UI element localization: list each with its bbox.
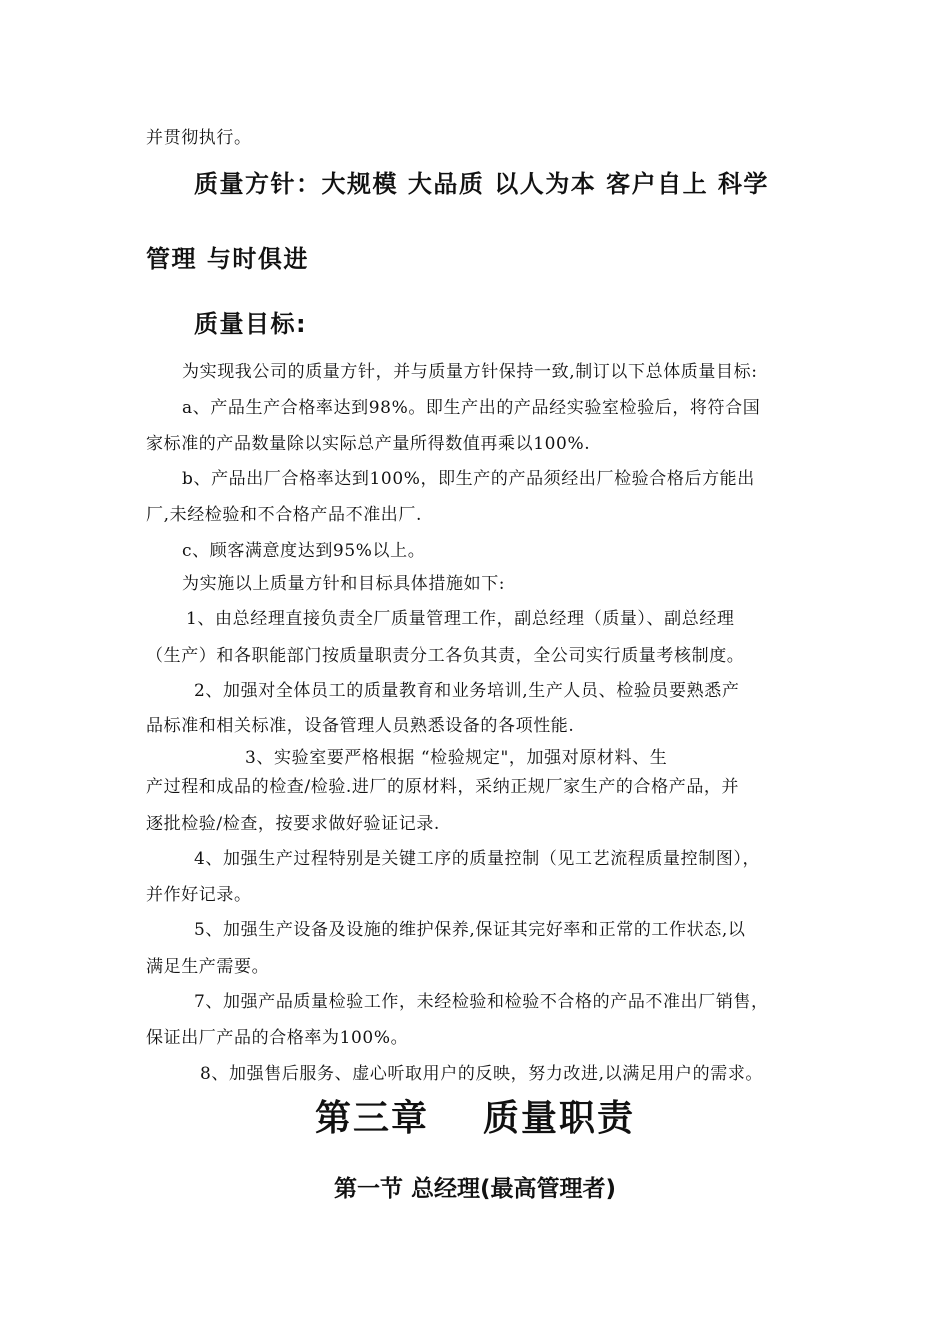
measure-4-line-2: 并作好记录。 <box>146 885 252 905</box>
goal-a-line-2: 家标准的产品数量除以实际总产量所得数值再乘以100%. <box>146 434 591 454</box>
measure-2-line-1: 2、加强对全体员工的质量教育和业务培训,生产人员、检验员要熟悉产 <box>194 681 740 701</box>
measure-1-line-2: （生产）和各职能部门按质量职责分工各负其责，全公司实行质量考核制度。 <box>146 646 745 666</box>
goal-c-line: c、顾客满意度达到95%以上。 <box>182 541 426 561</box>
goal-a-line-1: a、产品生产合格率达到98%。即生产出的产品经实验室检验后，将符合国 <box>182 398 761 418</box>
measure-1-line-1: 1、由总经理直接负责全厂质量管理工作，副总经理（质量）、副总经理 <box>186 609 735 629</box>
section-heading: 第一节 总经理(最高管理者) <box>333 1176 617 1202</box>
chapter-title: 质量职责 <box>483 1098 636 1139</box>
goal-intro: 为实现我公司的质量方针，并与质量方针保持一致,制订以下总体质量目标: <box>182 362 758 382</box>
measure-8-line: 8、加强售后服务、虚心听取用户的反映，努力改进,以满足用户的需求。 <box>200 1064 764 1084</box>
chapter-heading <box>0 1096 950 1142</box>
chapter-number: 第三章 <box>314 1098 429 1139</box>
measure-3-line-1: 3、实验室要严格根据 “检验规定"，加强对原材料、生 <box>245 748 668 768</box>
goal-b-line-2: 厂,未经检验和不合格产品不准出厂. <box>146 505 423 525</box>
measure-4-line-1: 4、加强生产过程特别是关键工序的质量控制（见工艺流程质量控制图）， <box>194 849 761 869</box>
measure-5-line-2: 满足生产需要。 <box>146 957 270 977</box>
measure-7-line-2: 保证出厂产品的合格率为100%。 <box>146 1028 409 1048</box>
quality-goal-heading: 质量目标: <box>194 310 308 338</box>
measure-5-line-1: 5、加强生产设备及设施的维护保养,保证其完好率和正常的工作状态,以 <box>194 920 746 940</box>
measures-intro: 为实施以上质量方针和目标具体措施如下: <box>182 574 506 594</box>
text-line: 并贯彻执行。 <box>146 128 252 148</box>
measure-7-line-1: 7、加强产品质量检验工作，未经检验和检验不合格的产品不准出厂销售， <box>194 992 769 1012</box>
goal-b-line-1: b、产品出厂合格率达到100%，即生产的产品须经出厂检验合格后方能出 <box>182 469 755 489</box>
measure-3-line-3: 逐批检验/检查，按要求做好验证记录. <box>146 814 440 834</box>
quality-policy-line: 质量方针：大规模 大品质 以人为本 客户自上 科学 <box>194 170 769 198</box>
measure-3-line-2: 产过程和成品的检查/检验.进厂的原材料，采纳正规厂家生产的合格产品，并 <box>146 777 740 797</box>
quality-policy-continuation: 管理 与时俱进 <box>146 245 309 273</box>
measure-2-line-2: 品标准和相关标准，设备管理人员熟悉设备的各项性能. <box>146 716 575 736</box>
